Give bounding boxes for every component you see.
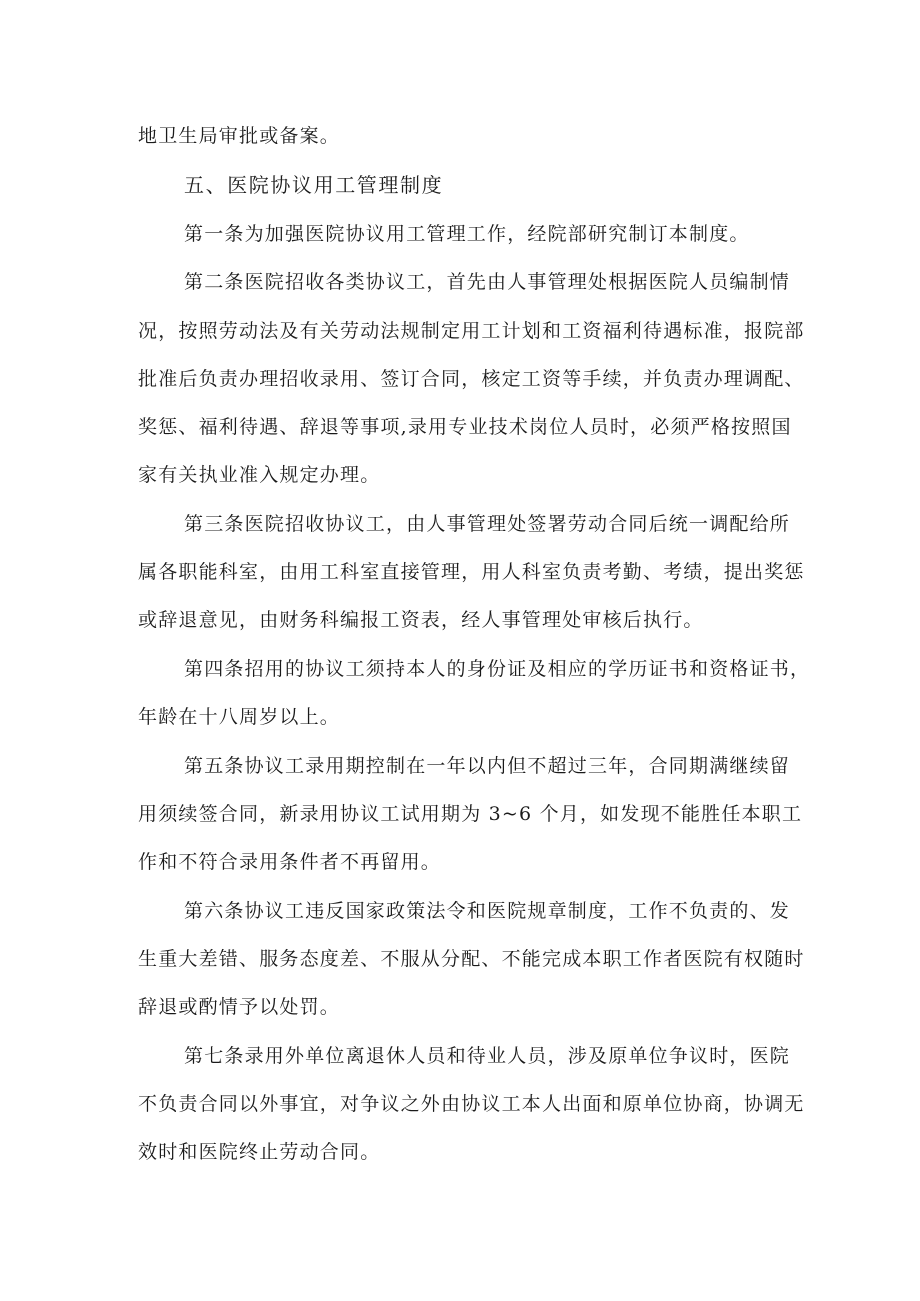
article-2-line: 第二条医院招收各类协议工，首先由人事管理处根据医院人员编制情 — [184, 271, 791, 293]
article-3-line: 或辞退意见，由财务科编报工资表，经人事管理处审核后执行。 — [138, 609, 704, 631]
section-heading: 五、医院协议用工管理制度 — [184, 173, 444, 197]
article-2-line: 奖惩、福利待遇、辞退等事项,录用专业技术岗位人员时，必须严格按照国 — [138, 416, 792, 438]
article-1-line: 第一条为加强医院协议用工管理工作，经院部研究制订本制度。 — [184, 223, 750, 245]
article-4-line: 第四条招用的协议工须持本人的身份证及相应的学历证书和资格证书， — [184, 658, 811, 680]
article-6-line: 辞退或酌情予以处罚。 — [138, 996, 341, 1018]
article-7-line: 效时和医院终止劳动合同。 — [138, 1141, 381, 1163]
article-6-line: 第六条协议工违反国家政策法令和医院规章制度，工作不负责的、发 — [184, 900, 791, 922]
article-2-line: 批准后负责办理招收录用、签订合同，核定工资等手续，并负责办理调配、 — [138, 368, 805, 390]
article-2-line: 况，按照劳动法及有关劳动法规制定用工计划和工资福利待遇标准，报院部 — [138, 320, 805, 342]
article-5-line: 第五条协议工录用期控制在一年以内但不超过三年，合同期满继续留 — [184, 755, 791, 777]
article-4-line: 年龄在十八周岁以上。 — [138, 706, 341, 728]
article-3-line: 第三条医院招收协议工，由人事管理处签署劳动合同后统一调配给所 — [184, 513, 791, 535]
article-5-line: 作和不符合录用条件者不再留用。 — [138, 851, 442, 873]
article-7-line: 第七条录用外单位离退休人员和待业人员，涉及原单位争议时，医院 — [184, 1045, 791, 1067]
article-5-line: 用须续签合同，新录用协议工试用期为 3~6 个月，如发现不能胜任本职工 — [138, 803, 803, 825]
continuation-line: 地卫生局审批或备案。 — [138, 125, 341, 147]
article-3-line: 属各职能科室，由用工科室直接管理，用人科室负责考勤、考绩，提出奖惩 — [138, 561, 805, 583]
article-2-line: 家有关执业准入规定办理。 — [138, 464, 381, 486]
article-7-line: 不负责合同以外事宜，对争议之外由协议工本人出面和原单位协商，协调无 — [138, 1093, 805, 1115]
article-6-line: 生重大差错、服务态度差、不服从分配、不能完成本职工作者医院有权随时 — [138, 948, 805, 970]
